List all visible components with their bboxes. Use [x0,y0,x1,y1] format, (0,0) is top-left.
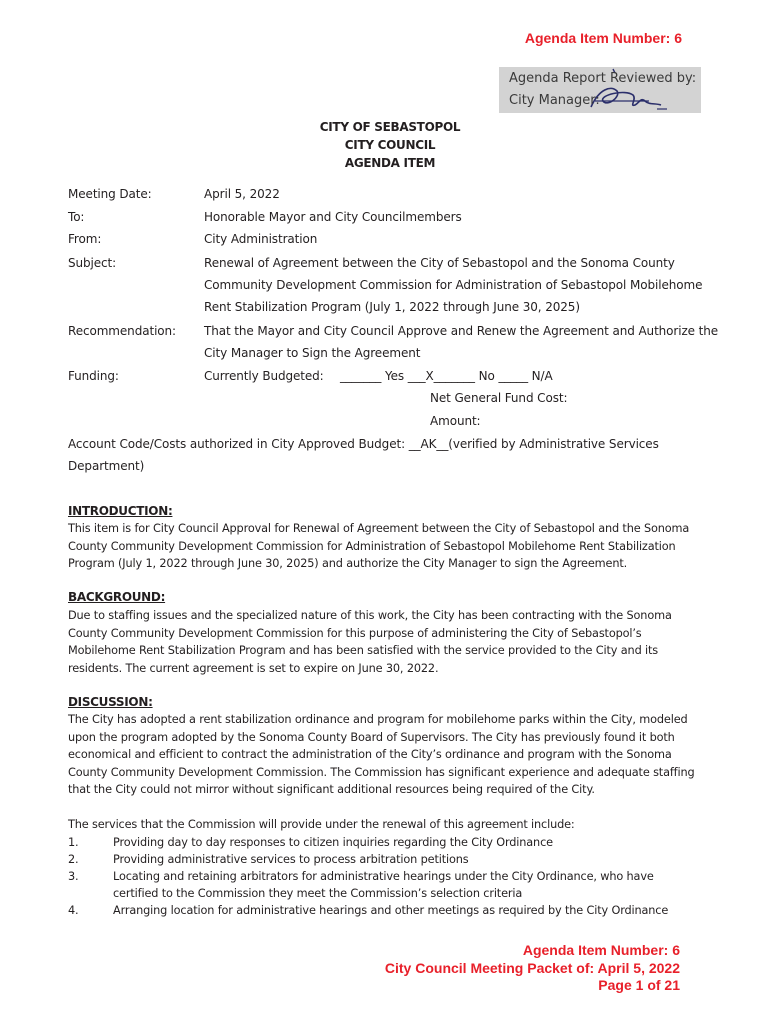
account-code-line [68,437,659,451]
meeting-date-value: April 5, 2022 [204,187,280,201]
footer-page-number: Page 1 of 21 [598,977,680,993]
list-item-number: 4. [68,904,79,917]
list-item-number: 2. [68,853,79,866]
header-agenda-item: AGENDA ITEM [344,156,436,170]
discussion-line: The City has adopted a rent stabilization ordinance and program for mobilehome parks within the City, modeled [68,713,688,726]
subject-line1: Renewal of Agreement between the City of Sebastopol and the Sonoma County [204,256,675,270]
account-code-suffix: (verified by Administrative Services [448,437,659,451]
subject-line2: Community Development Commission for Administration of Sebastopol Mobilehome [204,278,703,292]
funding-options: _______ Yes ___X_______ No _____ N/A [340,369,553,383]
recommendation-line2: City Manager to Sign the Agreement [204,346,421,360]
footer-meeting-packet: City Council Meeting Packet of: April 5, 2022 [384,959,680,976]
introduction-line: Program (July 1, 2022 through June 30, 2025) and authorize the City Manager to sign the Agreement. [68,557,628,570]
list-item-text: certified to the Commission they meet the Commission’s selection criteria [113,887,523,900]
introduction-paragraph [68,520,703,573]
footer-agenda-item: Agenda Item Number: 6 [522,942,680,958]
discussion-line: upon the program adopted by the Sonoma County Board of Supervisors. The City has previously found it both [68,730,675,744]
subject-line3: Rent Stabilization Program (July 1, 2022 through June 30, 2025) [204,300,580,314]
to-label: To: [68,210,85,224]
header-council: CITY COUNCIL [344,138,436,152]
discussion-line: economical and efficient to contract the administration of the City’s ordinance and program with the Sonoma [68,748,672,761]
services-intro [68,816,703,834]
subject-label: Subject: [68,256,117,270]
to-value: Honorable Mayor and City Councilmembers [204,210,462,224]
background-line: County Community Development Commission for this purpose of administering the City of Sebastopol’s [68,626,642,640]
recommendation-line1: That the Mayor and City Council Approve and Renew the Agreement and Authorize the [204,324,719,338]
list-item-text: Providing day to day responses to citizen inquiries regarding the City Ordinance [113,836,553,849]
account-code-value: __AK__ [408,437,449,451]
background-line: Due to staffing issues and the specialized nature of this work, the City has been contracting with the Sonoma [68,609,672,622]
introduction-line: County Community Development Commission for Administration of Sebastopol Mobilehome Rent Stabilization [68,539,676,553]
net-general-fund-label: Net General Fund Cost: [430,391,568,405]
list-item-text: Providing administrative services to process arbitration petitions [113,853,469,866]
agenda-item-number-top: Agenda Item Number: 6 [524,30,682,46]
services-intro-text: The services that the Commission will provide under the renewal of this agreement include: [68,818,575,831]
list-item-text: Locating and retaining arbitrators for administrative hearings under the City Ordinance, who have [113,870,654,883]
page-footer [385,942,680,995]
review-stamp [499,67,701,113]
list-item-text: Arranging location for administrative hearings and other meetings as required by the City Ordinance [113,904,669,917]
funding-label: Funding: [68,369,119,383]
background-paragraph [68,607,703,677]
discussion-title: DISCUSSION: [68,695,153,709]
introduction-line: This item is for City Council Approval for Renewal of Agreement between the City of Sebastopol and the Sonoma [68,522,690,535]
discussion-line: that the City could not mirror without significant additional resources being required of the City. [68,783,595,796]
discussion-paragraph [68,711,703,799]
funding-budgeted-label: Currently Budgeted: [204,369,324,383]
discussion-line: County Community Development Commission. The Commission has significant experience and adequate staffing [68,765,695,779]
from-label: From: [68,232,102,246]
meeting-date-label: Meeting Date: [68,187,152,201]
introduction-title: INTRODUCTION: [68,504,173,518]
amount-label: Amount: [430,414,481,428]
background-line: Mobilehome Rent Stabilization Program and has been satisfied with the service provided to the City and its [68,644,659,657]
recommendation-label: Recommendation: [68,324,176,338]
account-code-line2: Department) [68,459,145,473]
account-code-prefix: Account Code/Costs authorized in City Approved Budget: [68,437,409,451]
review-stamp-line1: Agenda Report Reviewed by: [509,71,697,86]
header-city: CITY OF SEBASTOPOL [319,120,461,134]
from-value: City Administration [204,232,318,246]
list-item-number: 3. [68,870,79,883]
review-stamp-line2: City Manager: [509,93,600,108]
background-title: BACKGROUND: [68,590,166,604]
background-line: residents. The current agreement is set to expire on June 30, 2022. [68,661,439,675]
document-header [0,118,770,172]
list-item-number: 1. [68,836,79,849]
